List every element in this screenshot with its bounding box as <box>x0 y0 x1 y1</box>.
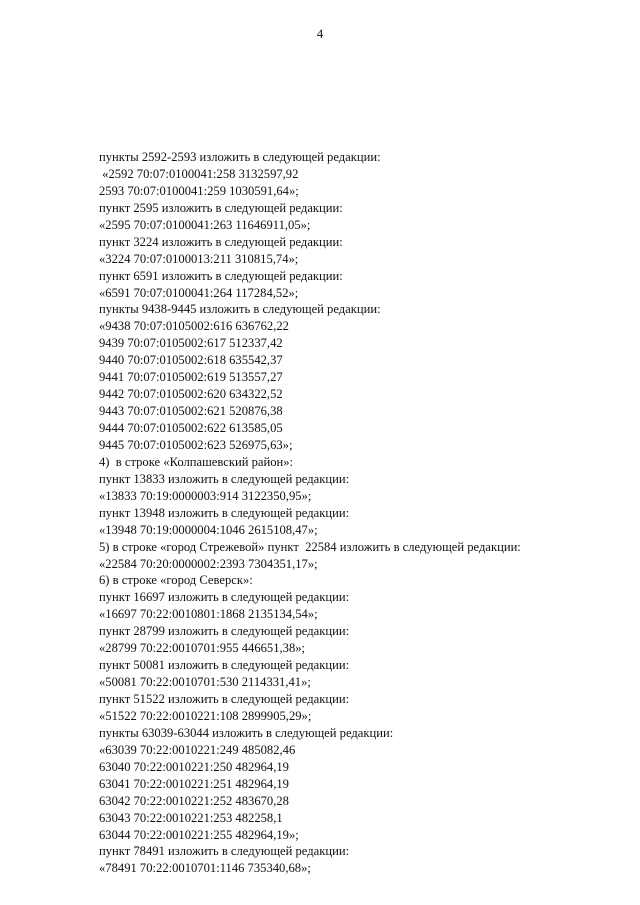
text-line: «63039 70:22:0010221:249 485082,46 <box>99 742 296 757</box>
document-body <box>99 149 619 877</box>
text-line: 9445 70:07:0105002:623 526975,63»; <box>99 437 293 452</box>
text-line: 6) в строке «город Северск»: <box>99 573 253 588</box>
text-line: 9440 70:07:0105002:618 635542,37 <box>99 353 283 368</box>
text-line: 9442 70:07:0105002:620 634322,52 <box>99 387 283 402</box>
text-line: 63043 70:22:0010221:253 482258,1 <box>99 810 283 825</box>
text-line: «51522 70:22:0010221:108 2899905,29»; <box>99 708 312 723</box>
text-line: 63040 70:22:0010221:250 482964,19 <box>99 759 289 774</box>
text-line: 4) в строке «Колпашевский район»: <box>99 454 294 469</box>
text-line: 9443 70:07:0105002:621 520876,38 <box>99 404 283 419</box>
text-line: «13948 70:19:0000004:1046 2615108,47»; <box>99 522 318 537</box>
text-line: «2592 70:07:0100041:258 3132597,92 <box>99 166 299 181</box>
text-line: «16697 70:22:0010801:1868 2135134,54»; <box>99 607 318 622</box>
text-line: 5) в строке «город Стрежевой» пункт 22584 изложить в следующей редакции: <box>99 539 521 554</box>
text-line: пункт 28799 изложить в следующей редакции: <box>99 624 350 639</box>
page-number: 4 <box>316 26 324 41</box>
text-line: пункт 13833 изложить в следующей редакции: <box>99 471 350 486</box>
text-line: «3224 70:07:0100013:211 310815,74»; <box>99 251 299 266</box>
text-line: пункт 51522 изложить в следующей редакции: <box>99 692 350 706</box>
text-line: «6591 70:07:0100041:264 117284,52»; <box>99 285 299 300</box>
text-line: пункты 9438-9445 изложить в следующей редакции: <box>99 302 381 317</box>
text-line: 63041 70:22:0010221:251 482964,19 <box>99 776 289 791</box>
text-line: пункт 50081 изложить в следующей редакции: <box>99 658 350 673</box>
text-line: пункт 3224 изложить в следующей редакции: <box>99 234 343 249</box>
text-line: пункты 63039-63044 изложить в следующей редакции: <box>99 725 394 740</box>
text-line: «78491 70:22:0010701:1146 735340,68»; <box>99 861 311 876</box>
text-line: «28799 70:22:0010701:955 446651,38»; <box>99 641 306 656</box>
text-line: 2593 70:07:0100041:259 1030591,64»; <box>99 183 299 198</box>
text-line: «22584 70:20:0000002:2393 7304351,17»; <box>99 556 318 571</box>
text-line: пункт 6591 изложить в следующей редакции: <box>99 268 343 283</box>
text-line: «13833 70:19:0000003:914 3122350,95»; <box>99 488 312 503</box>
text-line: пункт 16697 изложить в следующей редакции: <box>99 590 350 605</box>
text-line: пункт 2595 изложить в следующей редакции: <box>99 200 343 215</box>
text-line: 9439 70:07:0105002:617 512337,42 <box>99 336 283 351</box>
text-line: «50081 70:22:0010701:530 2114331,41»; <box>99 675 311 690</box>
text-line: пункт 13948 изложить в следующей редакции: <box>99 505 350 520</box>
text-line: 9444 70:07:0105002:622 613585,05 <box>99 421 283 435</box>
text-line: пункты 2592-2593 изложить в следующей редакции: <box>99 150 381 164</box>
text-line: 63044 70:22:0010221:255 482964,19»; <box>99 827 299 842</box>
text-line: «9438 70:07:0105002:616 636762,22 <box>99 319 289 334</box>
text-line: 9441 70:07:0105002:619 513557,27 <box>99 370 283 385</box>
text-line: «2595 70:07:0100041:263 11646911,05»; <box>99 217 311 232</box>
text-line: пункт 78491 изложить в следующей редакции: <box>99 844 350 859</box>
text-line: 63042 70:22:0010221:252 483670,28 <box>99 793 289 808</box>
